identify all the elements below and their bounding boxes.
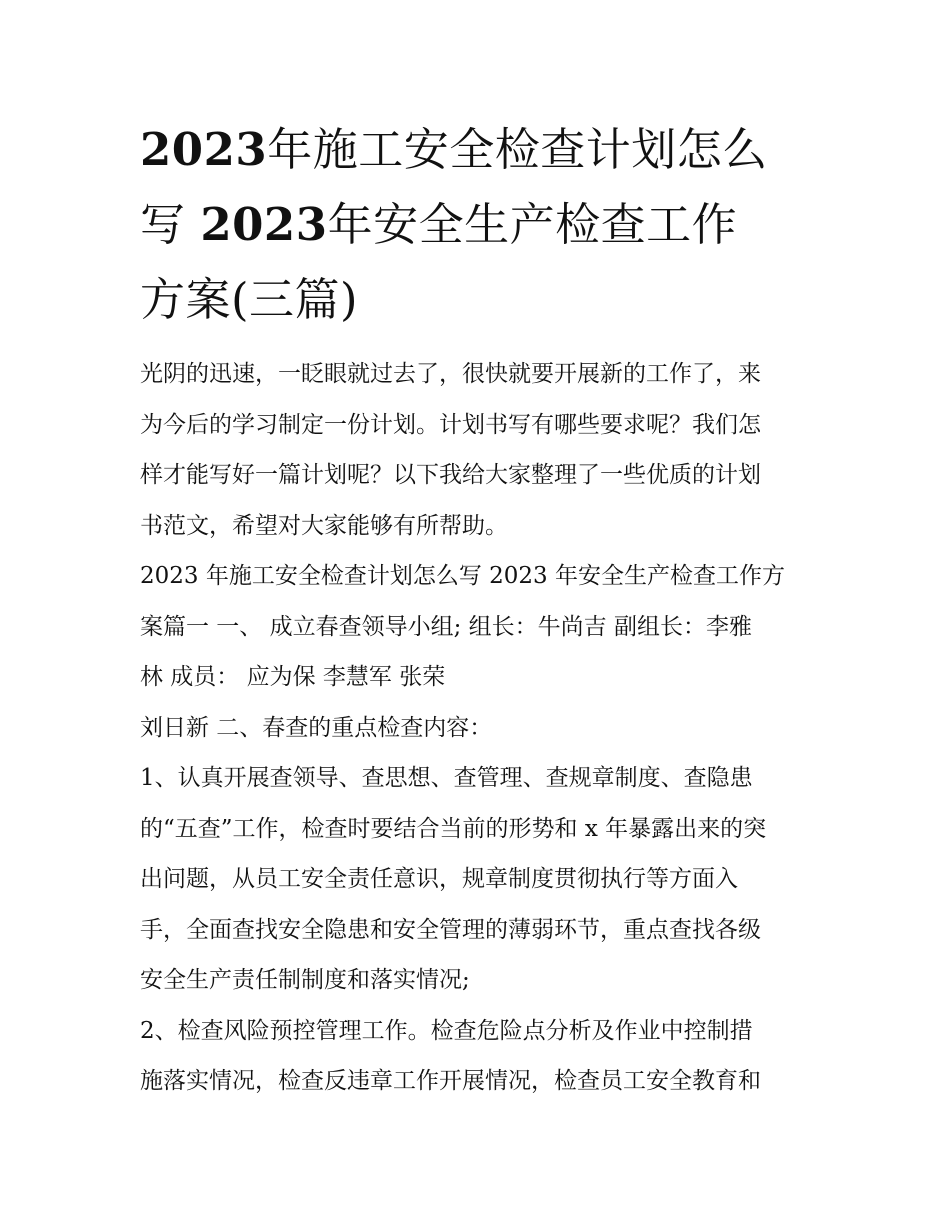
section-heading-paragraph <box>140 551 815 703</box>
document-title <box>140 112 815 337</box>
text-line: 2、检查风险预控管理工作。检查危险点分析及作业中控制措 <box>140 1017 753 1044</box>
title-text: 年安全生产检查工作 <box>327 198 738 251</box>
title-year: 2023 <box>140 123 268 176</box>
title-text: 年施工安全检查计划怎么 <box>267 123 768 176</box>
title-line-1 <box>140 112 815 187</box>
members-paragraph <box>140 703 815 754</box>
text-line: 林 成员： 应为保 李慧军 张荣 <box>140 664 446 690</box>
title-line-2 <box>140 187 815 262</box>
title-line-3 <box>140 262 815 337</box>
text-line: 为今后的学习制定一份计划。计划书写有哪些要求呢？我们怎 <box>140 411 761 438</box>
text-line: 安全生产责任制制度和落实情况; <box>140 967 470 993</box>
item-2-paragraph <box>140 1006 815 1107</box>
item-1-paragraph <box>140 753 815 1006</box>
title-prefix: 写 <box>140 198 201 251</box>
text-line: 1、认真开展查领导、查思想、查管理、查规章制度、查隐患 <box>140 765 753 791</box>
text-line: 样才能写好一篇计划呢？以下我给大家整理了一些优质的计划 <box>140 462 761 488</box>
title-year: 2023 <box>200 198 328 251</box>
text-line: 出问题，从员工安全责任意识，规章制度贯彻执行等方面入 <box>140 866 738 892</box>
text-line: 施落实情况，检查反违章工作开展情况，检查员工安全教育和 <box>140 1068 761 1094</box>
document-page <box>140 112 815 1107</box>
title-text: 方案(三篇) <box>140 273 359 326</box>
text-line: 2023 年施工安全检查计划怎么写 2023 年安全生产检查工作方 <box>140 563 785 589</box>
text-line: 手，全面查找安全隐患和安全管理的薄弱环节，重点查找各级 <box>140 916 761 943</box>
text-line: 光阴的迅速，一眨眼就过去了，很快就要开展新的工作了，来 <box>140 361 761 387</box>
text-line: 的“五查”工作，检查时要结合当前的形势和 x 年暴露出来的突 <box>140 815 767 842</box>
intro-paragraph <box>140 349 815 551</box>
text-line: 刘日新 二、春查的重点检查内容： <box>140 714 493 741</box>
text-line: 书范文，希望对大家能够有所帮助。 <box>140 512 508 539</box>
text-line: 案篇一 一、 成立春查领导小组; 组长：牛尚吉 副组长：李雅 <box>140 613 752 640</box>
